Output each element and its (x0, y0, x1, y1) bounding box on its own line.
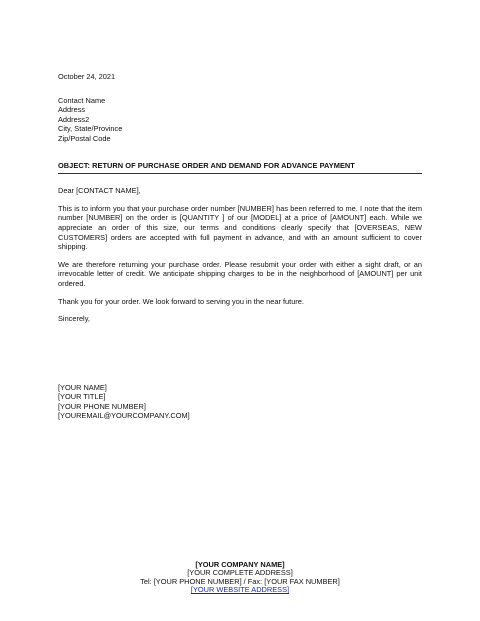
footer-address: [YOUR COMPLETE ADDRESS] (187, 568, 293, 578)
letter-closing: Sincerely, (58, 314, 90, 324)
recipient-address-line1: Address (58, 105, 86, 115)
footer-contact: Tel: [YOUR PHONE NUMBER] / Fax: [YOUR FAX NUMBER] (140, 576, 340, 586)
signature-block (58, 383, 422, 421)
signature-phone: [YOUR PHONE NUMBER] (58, 401, 146, 411)
recipient-address-line2: Address2 (58, 114, 90, 124)
letter-footer (0, 561, 480, 595)
body-paragraph-3: Thank you for your order. We look forward to serving you in the near future. (58, 296, 304, 306)
footer-company-name: [YOUR COMPANY NAME] (195, 560, 285, 569)
letter-salutation: Dear [CONTACT NAME], (58, 186, 141, 196)
footer-website-link[interactable]: [YOUR WEBSITE ADDRESS] (190, 585, 290, 595)
signature-title: [YOUR TITLE] (58, 392, 106, 402)
recipient-zip: Zip/Postal Code (58, 133, 111, 143)
letter-date: October 24, 2021 (58, 72, 116, 81)
recipient-city-state: City, State/Province (58, 124, 123, 134)
letter-subject: OBJECT: RETURN OF PURCHASE ORDER AND DEMAND FOR ADVANCE PAYMENT (58, 161, 422, 175)
signature-email: [YOUREMAIL@YOURCOMPANY.COM] (58, 411, 190, 421)
body-paragraph-1: This is to inform you that your purchase order number [NUMBER] has been referred to me. I note that the item number [NUMBER] on the order is [QUANTITY ] of our [MODEL] at a price of [AMOUNT] each. While we appreciate an order of this size, our terms and conditions clearly specify that [OVERSEAS, NEW CUSTOMERS] orders are accepted with full payment in advance, and with an amount sufficient to cover shipping. (58, 203, 422, 252)
recipient-contact-name: Contact Name (58, 95, 106, 105)
letter-body (58, 72, 422, 421)
recipient-address (58, 96, 422, 144)
body-paragraph-2: We are therefore returning your purchase order. Please resubmit your order with either a sight draft, or an irrevocable letter of credit. We anticipate shipping charges to be in the neighborhood of [AMOUNT] per unit ordered. (58, 259, 422, 288)
signature-name: [YOUR NAME] (58, 382, 107, 392)
